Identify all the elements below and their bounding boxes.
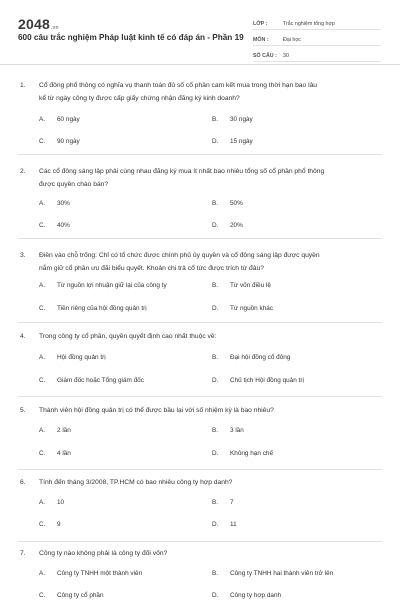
option-c[interactable] [39,221,70,231]
page-title: 600 câu trắc nghiệm Pháp luật kinh tế có đáp án - Phần 19 [18,33,244,42]
question-number: 7. [20,550,26,557]
option-b[interactable] [212,569,333,579]
meta-row-count [253,46,381,62]
option-b[interactable] [212,115,253,125]
question-divider [18,396,382,397]
option-text: 2 lần [57,427,71,434]
option-a[interactable] [39,281,167,291]
option-letter: A. [39,200,46,207]
meta-label: LỚP : [253,21,268,27]
question-number: 5. [20,407,26,414]
option-b[interactable] [212,353,290,363]
question-stem [20,249,382,275]
meta-value: 30 [283,53,289,59]
option-letter: D. [212,592,219,599]
option-c[interactable] [39,449,71,459]
option-letter: A. [39,282,46,289]
option-a[interactable] [39,353,106,363]
option-letter: B. [212,427,219,434]
option-letter: C. [39,305,46,312]
option-b[interactable] [212,281,271,291]
option-a[interactable] [39,199,70,209]
question-text [39,404,382,417]
question-line: Các cổ đông sáng lập phải cùng nhau đăng ký mua ít nhất bao nhiêu tổng số cổ phần phổ thông [39,168,325,175]
option-text: 11 [230,521,237,528]
option-text: Giám đốc hoặc Tổng giám đốc [57,377,144,384]
option-text: 60 ngày [57,116,80,123]
option-letter: B. [212,282,219,289]
option-c[interactable] [39,304,147,314]
question-line: Cổ đông phổ thông có nghĩa vụ thanh toán đủ số cổ phần cam kết mua trong thời hạn bao lâu [39,82,318,89]
question-divider [18,238,382,239]
option-d[interactable] [212,449,273,459]
option-text: Từ nguồn lợi nhuận giữ lại của công ty [57,282,167,289]
option-letter: D. [212,450,219,457]
option-text: Công ty TNHH hai thành viên trở lên [230,570,334,577]
question-line: Công ty nào không phải là công ty đối vốn? [39,550,168,557]
option-text: 15 ngày [230,138,253,145]
option-d[interactable] [212,376,304,386]
meta-label: MÔN : [253,37,269,43]
question-text [39,249,382,275]
option-letter: A. [39,570,46,577]
question-line: Thành viên hội đồng quản trị có thể được bầu lại với số nhiệm kỳ là bao nhiêu? [39,407,274,414]
option-text: Công ty TNHH một thành viên [57,570,143,577]
option-letter: A. [39,354,46,361]
option-text: 20% [230,222,243,229]
option-letter: B. [212,116,219,123]
option-c[interactable] [39,137,80,147]
option-text: 9 [57,521,61,528]
option-text: Đại hội đồng cổ đông [230,354,291,361]
option-text: 10 [57,499,65,506]
option-text: Từ vốn điều lệ [230,282,271,289]
option-text: 50% [230,200,243,207]
option-letter: D. [212,138,219,145]
option-letter: D. [212,377,219,384]
logo-domain: .vn [50,25,59,31]
site-logo[interactable] [18,16,59,32]
document-meta [253,14,381,62]
question-stem [20,330,382,343]
option-letter: A. [39,427,46,434]
option-letter: B. [212,200,219,207]
option-d[interactable] [212,304,273,314]
option-text: Không hạn chế [230,450,273,457]
question-line: được quyền chào bán? [39,181,109,188]
option-letter: C. [39,222,46,229]
question-text [39,547,382,560]
option-letter: B. [212,570,219,577]
question-text [39,79,382,105]
option-a[interactable] [39,426,71,436]
question-line: Tính đến tháng 3/2008, TP.HCM có bao nhiêu công ty hợp danh? [39,479,233,486]
option-a[interactable] [39,569,142,579]
option-c[interactable] [39,591,104,600]
option-text: 40% [57,222,70,229]
option-letter: D. [212,305,219,312]
meta-row-class [253,14,381,30]
option-text: 90 ngày [57,138,80,145]
question-stem [20,476,382,489]
document-header [0,0,400,65]
option-letter: A. [39,499,46,506]
option-d[interactable] [212,221,243,231]
option-letter: C. [39,592,46,599]
question-stem [20,79,382,105]
question-number: 2. [20,168,26,175]
option-b[interactable] [212,199,243,209]
option-letter: B. [212,499,219,506]
question-text [39,330,382,343]
question-text [39,476,382,489]
option-text: 3 lần [230,427,244,434]
option-d[interactable] [212,137,253,147]
question-number: 4. [20,333,26,340]
option-letter: C. [39,521,46,528]
question-line: nắm giữ cổ phần ưu đãi biểu quyết. Khoản chi trả cổ tức được trích từ đâu? [39,265,264,272]
question-line: Trong công ty cổ phần, quyền quyết định cao nhất thuộc về: [39,333,217,340]
question-divider [18,154,382,155]
option-text: Chủ tịch Hội đồng quản trị [230,377,304,384]
option-text: Tiền riêng của hội đồng quản trị [57,305,147,312]
option-a[interactable] [39,498,64,508]
option-d[interactable] [212,520,237,530]
option-letter: A. [39,116,46,123]
option-a[interactable] [39,115,80,125]
question-divider [18,541,382,542]
option-letter: C. [39,138,46,145]
question-text [39,165,382,191]
option-text: 30 ngày [230,116,253,123]
option-b[interactable] [212,426,244,436]
option-letter: B. [212,354,219,361]
option-letter: C. [39,377,46,384]
option-d[interactable] [212,591,281,600]
question-line: Điền vào chỗ trống: Chỉ có tổ chức được chính phủ ủy quyền và cổ đông sáng lập được quyền [39,252,320,259]
option-text: 4 lần [57,450,71,457]
question-divider [18,322,382,323]
meta-row-subject [253,30,381,46]
option-letter: D. [212,222,219,229]
meta-value: Trắc nghiệm tổng hợp [283,21,335,27]
question-stem [20,404,382,417]
question-number: 3. [20,252,26,259]
option-letter: D. [212,521,219,528]
question-stem [20,547,382,560]
option-text: 30% [57,200,70,207]
question-number: 6. [20,479,26,486]
option-letter: C. [39,450,46,457]
question-stem [20,165,382,191]
question-number: 1. [20,82,26,89]
question-line: kể từ ngày công ty được cấp giấy chứng nhận đăng ký kinh doanh? [39,95,240,102]
option-text: Công ty cổ phần [57,592,104,599]
option-text: Công ty hợp danh [230,592,282,599]
option-c[interactable] [39,376,144,386]
logo-text: 2048 [18,16,50,32]
question-divider [18,469,382,470]
meta-value: Đại học [283,37,301,43]
option-c[interactable] [39,520,61,530]
option-text: Hội đồng quản trị [57,354,106,361]
option-text: Từ nguồn khác [230,305,274,312]
option-b[interactable] [212,498,234,508]
option-text: 7 [230,499,234,506]
meta-label: SỐ CÂU : [253,53,277,59]
